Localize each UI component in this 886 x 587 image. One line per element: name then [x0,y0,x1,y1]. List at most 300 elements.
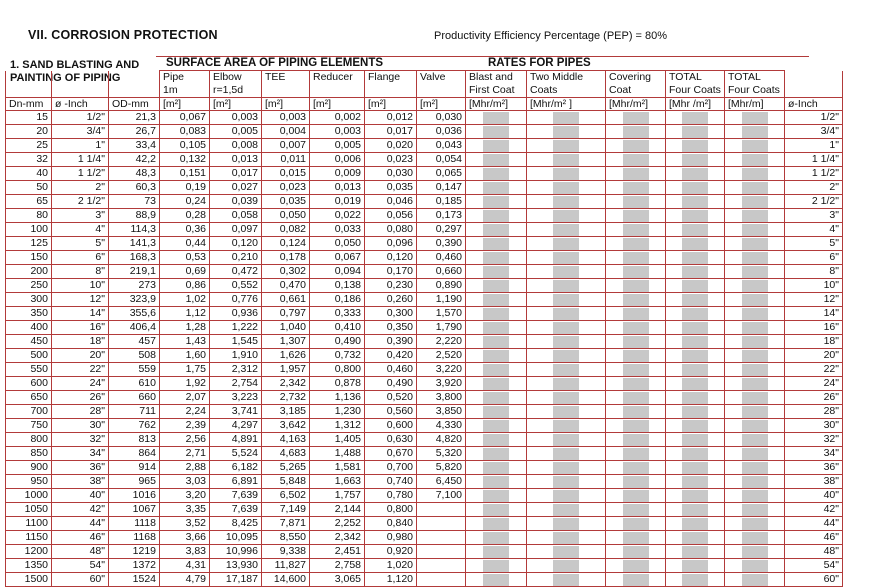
rate-covering-cell[interactable] [606,489,666,503]
elbow-area-cell: 10,095 [210,531,262,545]
inch-right-cell: 40" [785,489,843,503]
elbow-area-cell: 0,776 [210,293,262,307]
rate-total-a-cell[interactable] [666,573,725,587]
inch-cell: 3/4" [52,125,109,139]
reducer-area-cell: 0,002 [310,111,365,125]
rate-two-middle-cell[interactable] [527,363,606,377]
flange-area-cell: 1,020 [365,559,417,573]
rate-total-b-cell[interactable] [725,405,785,419]
rate-two-middle-cell[interactable] [527,433,606,447]
rate-covering-cell[interactable] [606,391,666,405]
rate-total-b-cell[interactable] [725,251,785,265]
rate-two-middle-cell[interactable] [527,321,606,335]
rate-blast-cell[interactable] [466,517,527,531]
rate-input-placeholder [682,336,708,348]
tee-area-cell: 0,178 [262,251,310,265]
rate-two-middle-cell[interactable] [527,111,606,125]
rate-two-middle-cell[interactable] [527,139,606,153]
rate-total-b-cell[interactable] [725,433,785,447]
rate-total-b-cell[interactable] [725,293,785,307]
rate-blast-cell[interactable] [466,153,527,167]
rate-blast-cell[interactable] [466,461,527,475]
rate-blast-cell[interactable] [466,167,527,181]
rate-input-placeholder [623,420,649,432]
rate-input-placeholder [623,574,649,586]
rate-total-a-cell[interactable] [666,461,725,475]
inch-right-cell: 2 1/2" [785,195,843,209]
rate-covering-cell[interactable] [606,335,666,349]
rate-covering-cell[interactable] [606,475,666,489]
dn-cell: 100 [6,223,52,237]
rate-two-middle-cell[interactable] [527,223,606,237]
rate-blast-cell[interactable] [466,503,527,517]
rate-total-a-cell[interactable] [666,517,725,531]
rate-covering-cell[interactable] [606,223,666,237]
flange-area-cell: 0,120 [365,251,417,265]
rate-blast-cell[interactable] [466,573,527,587]
rate-total-b-cell[interactable] [725,517,785,531]
rate-total-a-cell[interactable] [666,559,725,573]
table-row [6,153,843,167]
rate-two-middle-cell[interactable] [527,391,606,405]
valve-area-cell: 3,220 [417,363,466,377]
valve-area-cell: 5,320 [417,447,466,461]
rate-total-b-cell[interactable] [725,475,785,489]
inch-cell: 26" [52,391,109,405]
rate-input-placeholder [623,490,649,502]
rate-total-b-cell[interactable] [725,181,785,195]
inch-cell: 40" [52,489,109,503]
rate-input-placeholder [682,350,708,362]
header-valve-line1: Valve [420,71,446,83]
od-cell: 559 [109,363,160,377]
rate-covering-cell[interactable] [606,209,666,223]
rate-total-a-cell[interactable] [666,125,725,139]
rate-total-b-cell[interactable] [725,447,785,461]
rate-covering-cell[interactable] [606,139,666,153]
rate-covering-cell[interactable] [606,293,666,307]
rate-two-middle-cell[interactable] [527,167,606,181]
rate-covering-cell[interactable] [606,237,666,251]
rate-two-middle-cell[interactable] [527,377,606,391]
rate-blast-cell[interactable] [466,489,527,503]
rate-covering-cell[interactable] [606,181,666,195]
rate-two-middle-cell[interactable] [527,475,606,489]
rate-input-placeholder [682,196,708,208]
rate-covering-cell[interactable] [606,363,666,377]
rate-total-b-cell[interactable] [725,335,785,349]
rate-blast-cell[interactable] [466,447,527,461]
pipe-area-cell: 3,66 [160,531,210,545]
rate-covering-cell[interactable] [606,321,666,335]
rate-total-a-cell[interactable] [666,447,725,461]
rate-total-a-cell[interactable] [666,349,725,363]
rate-total-a-cell[interactable] [666,433,725,447]
inch-cell: 12" [52,293,109,307]
inch-cell: 28" [52,405,109,419]
rate-total-b-cell[interactable] [725,279,785,293]
rate-covering-cell[interactable] [606,167,666,181]
inch-cell: 20" [52,349,109,363]
elbow-area-cell: 5,524 [210,447,262,461]
rate-covering-cell[interactable] [606,307,666,321]
rate-blast-cell[interactable] [466,419,527,433]
rate-input-placeholder [682,378,708,390]
dn-cell: 800 [6,433,52,447]
rate-total-b-cell[interactable] [725,461,785,475]
rate-input-placeholder [483,112,509,124]
rate-total-b-cell[interactable] [725,153,785,167]
header-elbow-line2: r=1,5d [213,84,244,96]
rate-input-placeholder [483,574,509,586]
header-tee [262,71,310,98]
rate-total-b-cell[interactable] [725,503,785,517]
reducer-area-cell: 0,138 [310,279,365,293]
rate-input-placeholder [623,322,649,334]
table-row [6,489,843,503]
rate-total-a-cell[interactable] [666,531,725,545]
table-row [6,349,843,363]
rate-total-a-cell[interactable] [666,265,725,279]
rate-total-b-cell[interactable] [725,265,785,279]
header-blast-line2: First Coat [469,84,515,96]
rate-covering-cell[interactable] [606,377,666,391]
rate-input-placeholder [483,280,509,292]
od-cell: 42,2 [109,153,160,167]
rate-total-b-cell[interactable] [725,349,785,363]
rate-input-placeholder [553,476,579,488]
rate-covering-cell[interactable] [606,419,666,433]
rate-two-middle-cell[interactable] [527,181,606,195]
od-cell: 406,4 [109,321,160,335]
rate-total-a-cell[interactable] [666,321,725,335]
flange-area-cell: 0,600 [365,419,417,433]
inch-cell: 48" [52,545,109,559]
reducer-area-cell: 1,312 [310,419,365,433]
rate-input-placeholder [742,294,768,306]
rate-covering-cell[interactable] [606,195,666,209]
header-two-middle-line1: Two Middle [530,71,584,83]
rate-covering-cell[interactable] [606,349,666,363]
rate-total-a-cell[interactable] [666,111,725,125]
rate-total-b-cell[interactable] [725,559,785,573]
rate-input-placeholder [623,308,649,320]
rate-input-placeholder [483,308,509,320]
rate-total-a-cell[interactable] [666,419,725,433]
rate-input-placeholder [623,280,649,292]
inch-cell: 34" [52,447,109,461]
dn-cell: 550 [6,363,52,377]
valve-area-cell [417,545,466,559]
rate-total-b-cell[interactable] [725,111,785,125]
rate-two-middle-cell[interactable] [527,307,606,321]
rate-covering-cell[interactable] [606,251,666,265]
table-row [6,279,843,293]
rate-two-middle-cell[interactable] [527,349,606,363]
rate-total-a-cell[interactable] [666,489,725,503]
rate-input-placeholder [742,532,768,544]
rate-total-b-cell[interactable] [725,139,785,153]
rate-input-placeholder [483,238,509,250]
rate-two-middle-cell[interactable] [527,125,606,139]
rate-total-b-cell[interactable] [725,321,785,335]
pipe-area-cell: 1,28 [160,321,210,335]
rate-total-b-cell[interactable] [725,125,785,139]
rate-input-placeholder [483,392,509,404]
od-cell: 762 [109,419,160,433]
rate-two-middle-cell[interactable] [527,209,606,223]
elbow-area-cell: 0,013 [210,153,262,167]
rate-covering-cell[interactable] [606,573,666,587]
rate-covering-cell[interactable] [606,503,666,517]
dn-cell: 200 [6,265,52,279]
rate-blast-cell[interactable] [466,125,527,139]
rate-covering-cell[interactable] [606,545,666,559]
rate-covering-cell[interactable] [606,125,666,139]
od-cell: 1168 [109,531,160,545]
rate-covering-cell[interactable] [606,153,666,167]
rate-blast-cell[interactable] [466,531,527,545]
valve-area-cell: 2,220 [417,335,466,349]
rate-blast-cell[interactable] [466,405,527,419]
dn-cell: 1350 [6,559,52,573]
flange-area-cell: 0,260 [365,293,417,307]
rate-two-middle-cell[interactable] [527,419,606,433]
rate-total-a-cell[interactable] [666,237,725,251]
section-title-line2: PAINTING OF PIPING [10,72,121,84]
rate-total-b-cell[interactable] [725,489,785,503]
rate-blast-cell[interactable] [466,111,527,125]
rate-blast-cell[interactable] [466,307,527,321]
tee-area-cell: 0,003 [262,111,310,125]
tee-area-cell: 0,050 [262,209,310,223]
table-row [6,265,843,279]
elbow-area-cell: 7,639 [210,503,262,517]
rate-blast-cell[interactable] [466,475,527,489]
rate-total-a-cell[interactable] [666,475,725,489]
inch-cell: 8" [52,265,109,279]
rate-blast-cell[interactable] [466,349,527,363]
pipe-area-cell: 1,60 [160,349,210,363]
rate-total-a-cell[interactable] [666,503,725,517]
rate-total-a-cell[interactable] [666,209,725,223]
rate-two-middle-cell[interactable] [527,405,606,419]
rate-two-middle-cell[interactable] [527,531,606,545]
rate-total-b-cell[interactable] [725,419,785,433]
rate-two-middle-cell[interactable] [527,335,606,349]
rate-covering-cell[interactable] [606,265,666,279]
rate-total-a-cell[interactable] [666,363,725,377]
rate-total-a-cell[interactable] [666,181,725,195]
rate-total-b-cell[interactable] [725,167,785,181]
rate-total-b-cell[interactable] [725,363,785,377]
rate-total-b-cell[interactable] [725,223,785,237]
pipe-area-cell: 2,39 [160,419,210,433]
rate-two-middle-cell[interactable] [527,293,606,307]
rate-blast-cell[interactable] [466,559,527,573]
rate-total-a-cell[interactable] [666,223,725,237]
pipe-area-cell: 4,31 [160,559,210,573]
rate-input-placeholder [682,168,708,180]
header-valve-line2 [420,84,462,97]
inch-right-cell: 24" [785,377,843,391]
rate-covering-cell[interactable] [606,461,666,475]
rate-input-placeholder [742,280,768,292]
rate-input-placeholder [682,140,708,152]
rate-total-a-cell[interactable] [666,153,725,167]
pipe-area-cell: 3,03 [160,475,210,489]
od-cell: 114,3 [109,223,160,237]
inch-right-cell: 46" [785,531,843,545]
od-cell: 660 [109,391,160,405]
rate-covering-cell[interactable] [606,433,666,447]
rate-blast-cell[interactable] [466,377,527,391]
rate-total-a-cell[interactable] [666,377,725,391]
inch-cell: 6" [52,251,109,265]
rate-input-placeholder [483,364,509,376]
rate-blast-cell[interactable] [466,139,527,153]
rate-two-middle-cell[interactable] [527,153,606,167]
rate-input-placeholder [553,336,579,348]
tee-area-cell: 1,626 [262,349,310,363]
rate-covering-cell[interactable] [606,531,666,545]
rate-total-a-cell[interactable] [666,139,725,153]
rate-input-placeholder [553,546,579,558]
rate-input-placeholder [742,322,768,334]
rate-covering-cell[interactable] [606,279,666,293]
rate-two-middle-cell[interactable] [527,573,606,587]
valve-area-cell [417,573,466,587]
rate-blast-cell[interactable] [466,391,527,405]
tee-area-cell: 11,827 [262,559,310,573]
od-cell: 711 [109,405,160,419]
rate-blast-cell[interactable] [466,181,527,195]
header-flange [365,71,417,98]
rate-total-b-cell[interactable] [725,545,785,559]
rate-two-middle-cell[interactable] [527,503,606,517]
rate-covering-cell[interactable] [606,447,666,461]
rate-covering-cell[interactable] [606,559,666,573]
rate-blast-cell[interactable] [466,293,527,307]
rate-blast-cell[interactable] [466,223,527,237]
rate-input-placeholder [483,224,509,236]
rate-total-a-cell[interactable] [666,167,725,181]
pipe-area-cell: 0,24 [160,195,210,209]
rate-total-a-cell[interactable] [666,293,725,307]
elbow-area-cell: 1,545 [210,335,262,349]
rate-two-middle-cell[interactable] [527,265,606,279]
header-tee-line1: TEE [265,71,286,83]
rate-total-a-cell[interactable] [666,405,725,419]
rate-total-b-cell[interactable] [725,391,785,405]
rate-covering-cell[interactable] [606,405,666,419]
rate-total-a-cell[interactable] [666,391,725,405]
table-row [6,335,843,349]
pipe-area-cell: 0,19 [160,181,210,195]
rate-total-a-cell[interactable] [666,251,725,265]
rate-total-a-cell[interactable] [666,195,725,209]
rate-blast-cell[interactable] [466,237,527,251]
rate-covering-cell[interactable] [606,517,666,531]
header-covering-coat [606,71,666,98]
rate-covering-cell[interactable] [606,111,666,125]
rate-input-placeholder [553,210,579,222]
rate-two-middle-cell[interactable] [527,559,606,573]
pipe-area-cell: 0,132 [160,153,210,167]
rate-input-placeholder [682,294,708,306]
rate-blast-cell[interactable] [466,363,527,377]
dn-cell: 1050 [6,503,52,517]
pipe-area-cell: 0,86 [160,279,210,293]
rate-blast-cell[interactable] [466,279,527,293]
rate-total-b-cell[interactable] [725,237,785,251]
od-cell: 141,3 [109,237,160,251]
rate-two-middle-cell[interactable] [527,517,606,531]
rate-two-middle-cell[interactable] [527,195,606,209]
rate-input-placeholder [553,252,579,264]
rate-two-middle-cell[interactable] [527,237,606,251]
reducer-area-cell: 0,333 [310,307,365,321]
header-covering-line1: Covering [609,71,652,83]
rate-two-middle-cell[interactable] [527,447,606,461]
header-reducer-line2 [313,84,361,97]
rate-blast-cell[interactable] [466,321,527,335]
rate-total-b-cell[interactable] [725,195,785,209]
header-flange-line2 [368,84,413,97]
header-total-a-line2: Four Coats [669,84,721,96]
rate-input-placeholder [553,518,579,530]
rate-total-a-cell[interactable] [666,307,725,321]
rate-two-middle-cell[interactable] [527,251,606,265]
dn-cell: 950 [6,475,52,489]
corrosion-protection-table [5,70,843,587]
rate-total-b-cell[interactable] [725,307,785,321]
rate-blast-cell[interactable] [466,209,527,223]
rate-blast-cell[interactable] [466,251,527,265]
rate-input-placeholder [682,546,708,558]
rate-two-middle-cell[interactable] [527,461,606,475]
rate-total-a-cell[interactable] [666,279,725,293]
reducer-area-cell: 0,732 [310,349,365,363]
od-cell: 457 [109,335,160,349]
rate-blast-cell[interactable] [466,433,527,447]
rate-total-a-cell[interactable] [666,335,725,349]
rate-total-b-cell[interactable] [725,209,785,223]
rate-blast-cell[interactable] [466,195,527,209]
rate-input-placeholder [483,462,509,474]
rate-input-placeholder [682,476,708,488]
rate-blast-cell[interactable] [466,335,527,349]
pipe-area-cell: 2,88 [160,461,210,475]
rate-total-a-cell[interactable] [666,545,725,559]
rate-total-b-cell[interactable] [725,377,785,391]
rate-blast-cell[interactable] [466,545,527,559]
rate-input-placeholder [553,406,579,418]
rate-total-b-cell[interactable] [725,573,785,587]
rate-blast-cell[interactable] [466,265,527,279]
dn-cell: 450 [6,335,52,349]
valve-area-cell: 3,920 [417,377,466,391]
rate-two-middle-cell[interactable] [527,489,606,503]
table-row [6,433,843,447]
rate-input-placeholder [553,420,579,432]
tee-area-cell: 0,023 [262,181,310,195]
elbow-area-cell: 0,936 [210,307,262,321]
rate-two-middle-cell[interactable] [527,545,606,559]
flange-area-cell: 0,560 [365,405,417,419]
rate-total-b-cell[interactable] [725,531,785,545]
rate-two-middle-cell[interactable] [527,279,606,293]
